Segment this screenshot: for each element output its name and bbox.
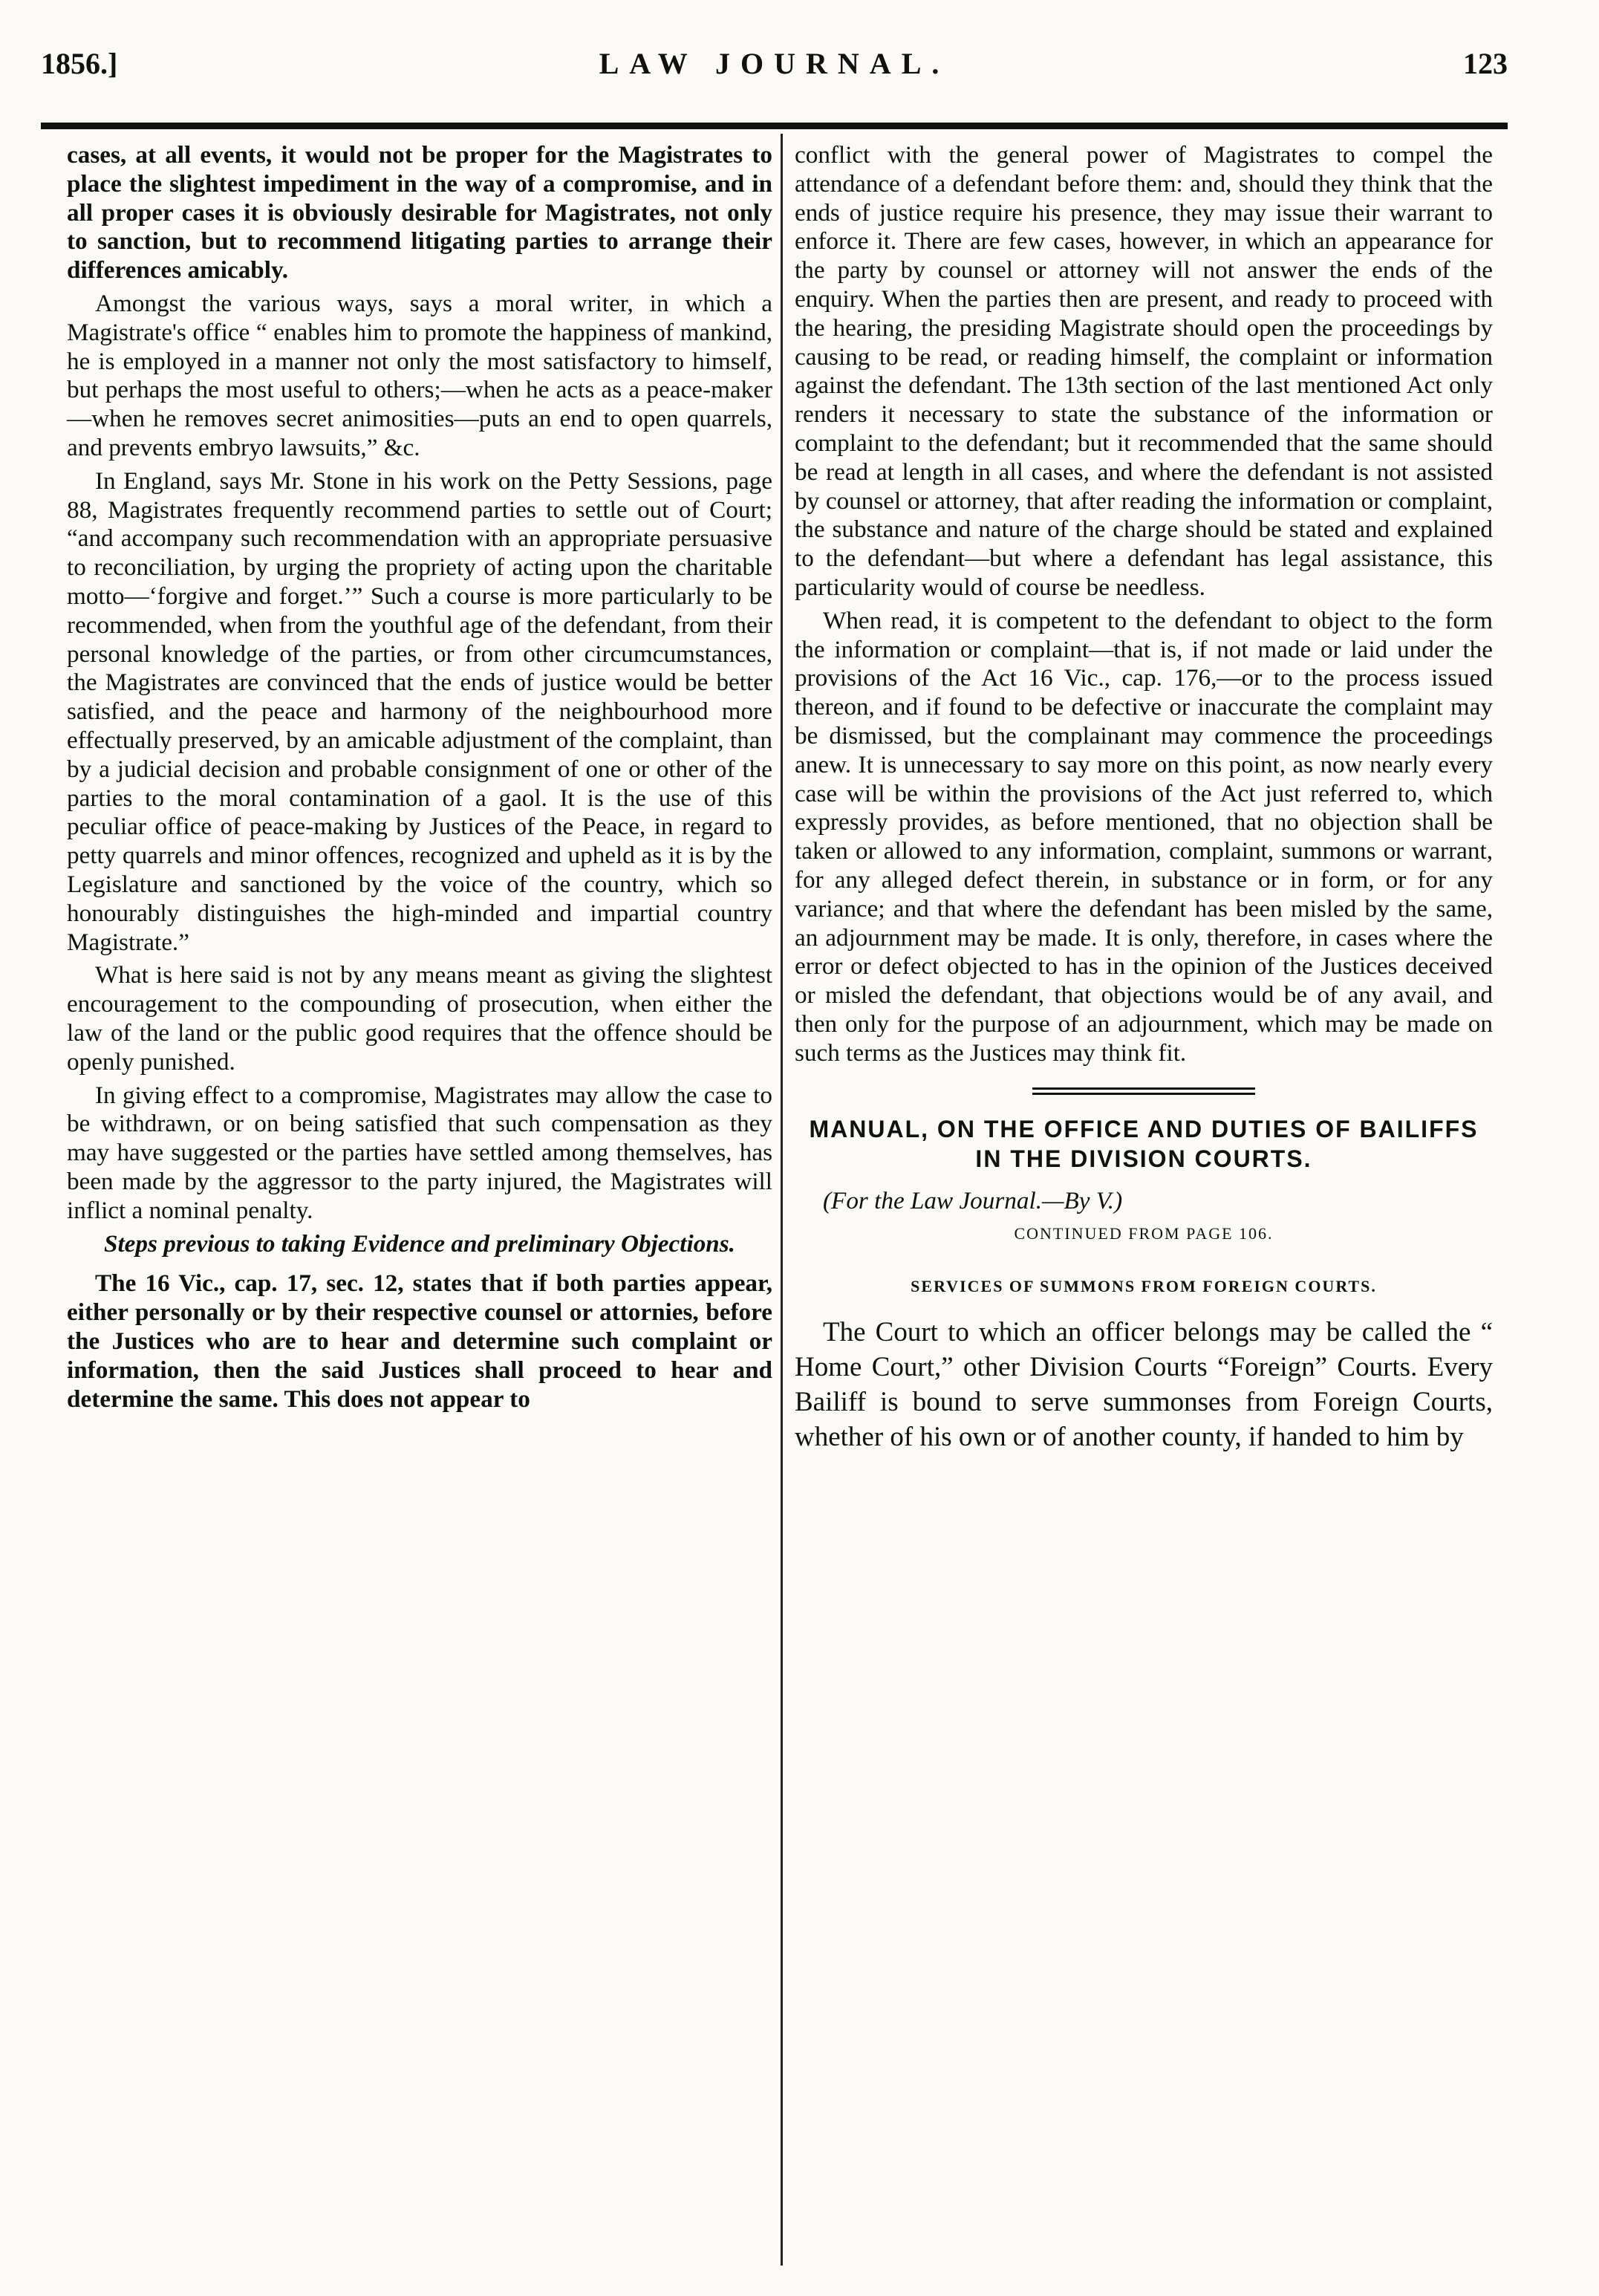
right-paragraph-1: conflict with the general power of Magistrates to compel the attendance of a defendant before them: and, should they think that the ends of justice require his presence, they may issue their warrant to enforce it. There are few cases, however, in which an appearance for the party by counsel or attorney will not answer the ends of the enquiry. When the parties then are present, and ready to proceed with the hearing, the presiding Magistrate should open the proceedings by causing to be read, or reading himself, the complaint or information against the defendant. The 13th section of the last mentioned Act only renders it necessary to state the substance of the information or complaint to the defendant; but it recommended that the same should be read at length in all cases, and where the defendant is not assisted by counsel or attorney, that after reading the information or complaint, the substance and nature of the charge should be stated and explained to the defendant—but where a defendant has legal assistance, this particularity would of course be needless. bbox=[795, 141, 1493, 601]
left-column bbox=[67, 141, 772, 1418]
manual-title: MANUAL, ON THE OFFICE AND DUTIES OF BAILIFFS IN THE DIVISION COURTS. bbox=[809, 1115, 1479, 1172]
left-paragraph-6: The 16 Vic., cap. 17, sec. 12, states that if both parties appear, either personally or by their respective counsel or attornies, before the Justices who are to hear and determine such complaint or information, then the said Justices shall proceed to hear and determine the same. This does not appear to bbox=[67, 1269, 772, 1413]
byline: (For the Law Journal.—By V.) bbox=[823, 1186, 1123, 1214]
page-header bbox=[41, 46, 1508, 89]
header-rule bbox=[41, 123, 1508, 129]
left-paragraph-2: Amongst the various ways, says a moral writer, in which a Magistrate's office “ enables him to promote the happiness of mankind, he is employed in a manner not only the most satisfactory to himself, but perhaps the most useful to others;—when he acts as a peace-maker—when he removes secret animosities—puts an end to open quarrels, and prevents embryo lawsuits,” &c. bbox=[67, 289, 772, 461]
page-number: 123 bbox=[1463, 47, 1508, 80]
section-separator bbox=[1032, 1087, 1255, 1095]
column-divider bbox=[781, 134, 783, 2266]
right-column bbox=[795, 141, 1493, 1459]
continued-note: CONTINUED FROM PAGE 106. bbox=[1014, 1224, 1274, 1243]
left-paragraph-3: In England, says Mr. Stone in his work on the Petty Sessions, page 88, Magistrates frequently recommend parties to settle out of Court; “and accompany such recommendation with an appropriate persuasive to reconciliation, by urging the propriety of acting upon the charitable motto—‘forgive and forget.’” Such a course is more particularly to be recommended, when from the youthful age of the defendant, from their personal knowledge of the parties, or from other circumcumstances, the Magistrates are convinced that the ends of justice would be better satisfied, and the peace and harmony of the neighbourhood more effectually preserved, by an amicable adjustment of the complaint, than by a judicial decision and probable consignment of one or other of the parties to the moral contamination of a gaol. It is the use of this peculiar office of peace-making by Justices of the Peace, in regard to petty quarrels and minor offences, recognized and upheld as it is by the Legislature and sanctioned by the voice of the country, which so honourably distinguishes the high-minded and impartial country Magistrate.” bbox=[67, 466, 772, 956]
right-paragraph-2: When read, it is competent to the defendant to object to the form the information or complaint—that is, if not made or laid under the provisions of the Act 16 Vic., cap. 176,—or to the process issued thereon, and if found to be defective or inaccurate the complaint may be dismissed, but the complainant may commence the proceedings anew. It is unnecessary to say more on this point, as now nearly every case will be within the provisions of the Act just referred to, which expressly provides, as before mentioned, that no objection shall be taken or allowed to any information, complaint, summons or warrant, for any alleged defect therein, in substance or in form, or for any variance; and that where the defendant has been misled by the same, an adjournment may be made. It is only, therefore, in cases where the error or defect objected to has in the opinion of the Justices deceived or misled the defendant, that objections would be of any avail, and then only for the purpose of an adjournment, which may be made on such terms as the Justices may think fit. bbox=[795, 606, 1493, 1067]
left-paragraph-1: cases, at all events, it would not be proper for the Magistrates to place the slightest impediment in the way of a compromise, and in all proper cases it is obviously desirable for Magistrates, not only to sanction, but to recommend litigating parties to arrange their differences amicably. bbox=[67, 141, 772, 284]
left-paragraph-5: In giving effect to a compromise, Magistrates may allow the case to be withdrawn, or on being satisfied that such compensation as they may have suggested or the parties have settled among themselves, has been made by the aggressor to the party injured, the Magistrates will inflict a nominal penalty. bbox=[67, 1081, 772, 1224]
right-paragraph-3: The Court to which an officer belongs may be called the “ Home Court,” other Division Courts “Foreign” Courts. Every Bailiff is bound to serve summonses from Foreign Courts, whether of his own or of another county, if handed to him by bbox=[795, 1316, 1493, 1452]
header-year: 1856.] bbox=[41, 47, 118, 80]
left-paragraph-4: What is here said is not by any means meant as giving the slightest encouragement to the compounding of prosecution, when either the law of the land or the public good requires that the offence should be openly punished. bbox=[67, 961, 772, 1076]
section-subheading: Steps previous to taking Evidence and preliminary Objections. bbox=[104, 1230, 735, 1258]
services-heading: SERVICES OF SUMMONS FROM FOREIGN COURTS. bbox=[911, 1277, 1377, 1296]
journal-title: LAW JOURNAL. bbox=[599, 47, 950, 80]
